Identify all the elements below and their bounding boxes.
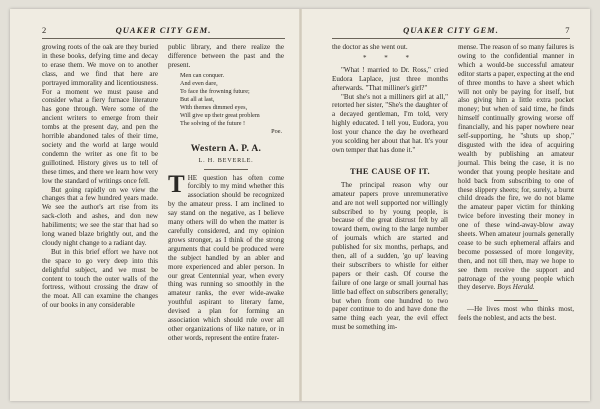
left-column-1 — [42, 43, 158, 310]
closing-rule — [494, 300, 538, 301]
header-rule-right — [332, 38, 570, 39]
page-number-left: 2 — [42, 25, 47, 35]
right-column-1 — [332, 43, 448, 332]
header-rule-left — [42, 38, 285, 39]
paragraph: "But she's not a milliners girl at all," retorted her sister, "She's the daughter of a decayed gentleman, I'm told, very highly educated. I tell you, Eudora, you lost your chance the day he overheard you scolding her about that hat. It's your own temper that has done it." — [332, 92, 448, 154]
poem-line: To face the frowning future; — [180, 87, 250, 95]
paragraph-text: mense. The reason of so many failures is owing to the confidential manner in which a would-be successful amateur editor starts a paper, expecting at the end of three months to have a sheet which will not only be paying for itself, but also giving him a little extra pocket money; but when of said time, he finds himself continually growing worse off financially, and his paper nowhere near self-supporting, he "shuts up shop," disgusted with the idea of acquiring wealth by publishing an amateur journal. This being the case, it is no wonder that young people hesitate and hold back from subscribing to one of these slippery sheets; for, surely, a burnt child dreads the fire, we do not blame the amateur paper victim for thinking twice before investing their money in one of these wind-away-blow away sheets. When amateur journals generally cease to be such ephemeral affairs and become possessed of more longevity, then, and not till then, may we hope to see them receive the support and patronage of the young people which they deserve. — [458, 43, 574, 292]
right-page — [302, 9, 590, 401]
paragraph: public library, and there realize the difference between the past and the present. — [168, 43, 284, 69]
paragraph: The principal reason why our amateur papers prove unremunerative and are not well supported nor willingly subscribed to by young people, is because of the great distrust felt by all toward them, owing to the large number of journals which are started and published for six months, perhaps, and then, all of a sudden, 'go up' leaving their subscribers to whistle for either papers or their cash. Of course the failure of one large or small journal has little bad effect on subscribers generally; but when from one hundred to two paper continue to do and have done the same thing each year, the evil effect must be something im- — [332, 180, 448, 332]
poem-line: Will give up their great problem — [180, 111, 260, 119]
paragraph: growing roots of the oak are they buried in these books, defying time and decay to erase them. We move on to another class, and we find that here are portrayed immorality and licentiousness. For a moment we must pause and consider what a fiery furnace literature has gone through. Were some of the ancient writers to emerge from their tombs at the present day, and pen the horrible abandoned tales of their time, society and the world at large would condemn the writer as one fit to be guillotined. History gives us to tell of these times, and there we learn how very low the standard of writings once fell. — [42, 43, 158, 185]
author-rule — [204, 169, 248, 170]
poem-line: The solving of the future ! — [180, 119, 246, 127]
poem — [180, 72, 284, 136]
paragraph: the doctor as she went out. — [332, 43, 408, 51]
signature: Boys Herald. — [497, 283, 535, 292]
poem-attribution: Poe. — [271, 127, 282, 135]
right-column-2 — [458, 43, 574, 323]
section-title: THE CAUSE OF IT. — [350, 165, 430, 176]
running-title-left: QUAKER CITY GEM. — [115, 25, 212, 35]
paragraph — [458, 43, 574, 292]
article-body — [168, 170, 284, 343]
poem-line: Men can conquer. — [180, 71, 225, 79]
paragraph: But going rapidly on we view the changes that a few hundred years made. We see the author's art rise from its sack-cloth and ashes, and don new habiliments; we see the star that had so long waned blaze brightly out, and the cloudy night change to a radiant day. — [42, 185, 158, 247]
running-title-right: QUAKER CITY GEM. — [403, 25, 499, 35]
section-separator: * * * — [363, 53, 417, 62]
magazine-spread — [10, 9, 590, 401]
paragraph: "What ! married to Dr. Ross," cried Eudora Laplace, just three months afterwards. "That milliner's girl?" — [332, 65, 448, 92]
page-header-left — [42, 25, 285, 37]
left-column-2 — [168, 43, 284, 343]
poem-line: And even dare, — [180, 79, 218, 87]
drop-cap: T — [168, 170, 185, 198]
article-text: HE question has often come forcibly to my mind whether this association should be recognized by the amateur press. I am inclined to say stand on the negative, as I believe many others will do when the matter is carefully considered, and my opinion grows stronger, as I think of the strong arguments that could be produced were the subject handled by an abler and more experienced and abler person. In our great Centennial year, when every thing was running so smoothly in the amateur ranks, the ever wide-awake youthful aspirant to literary fame, devised a plan for forming an association which should rule over all other organizations of like nature, or in other words, represent the entire frater- — [168, 173, 284, 342]
poem-line: With themes dimmed eyes, — [180, 103, 248, 111]
page-header-right — [332, 25, 570, 37]
left-page — [10, 9, 299, 401]
paragraph: But in this brief effort we have not the space to go very deep into this delightful subject, and we must be content to touch the outer walls of the fortress, without crossing the draw of the moat. All can examine the changes of our books in any considerable — [42, 247, 158, 310]
poem-line: But all at last, — [180, 95, 215, 103]
article-title: Western A. P. A. — [190, 143, 262, 154]
article-author: L. H. BEVERLE. — [198, 156, 254, 164]
page-number-right: 7 — [565, 25, 570, 35]
closing-quote: —He lives most who thinks most, feels the noblest, and acts the best. — [458, 305, 574, 323]
